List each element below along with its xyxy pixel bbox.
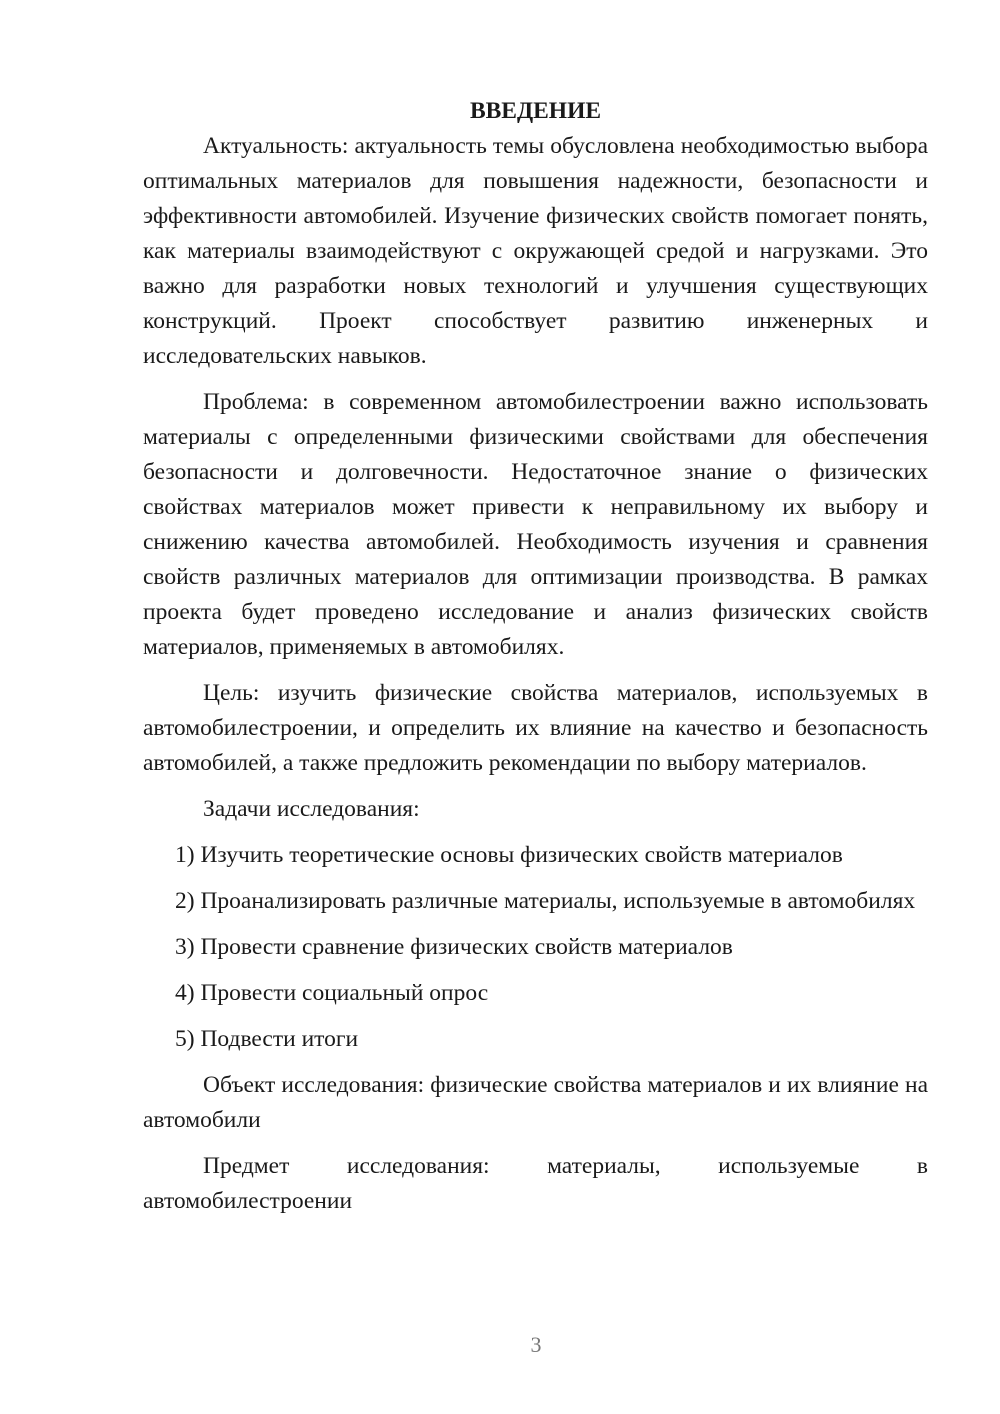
document-body (143, 94, 928, 1219)
tasks-title: Задачи исследования: (203, 796, 420, 822)
goal-paragraph: Цель: изучить физические свойства материалов, используемых в автомобилестроении, и определить их влияние на качество и безопасность автомобилей, а также предложить рекомендации по выбору материалов. (143, 680, 928, 776)
task-item-3: 3) Провести сравнение физических свойств материалов (175, 934, 733, 960)
problem-paragraph: Проблема: в современном автомобилестроении важно использовать материалы с определенными физическими свойствами для обеспечения безопасности и долговечности. Недостаточное знание о физических свойствах материалов может привести к неправильному их выбору и снижению качества автомобилей. Необходимость изучения и сравнения свойств различных материалов для оптимизации производства. В рамках проекта будет проведено исследование и анализ физических свойств материалов, применяемых в автомобилях. (143, 389, 928, 660)
task-item-2: 2) Проанализировать различные материалы, используемые в автомобилях (175, 888, 916, 914)
section-heading: ВВЕДЕНИЕ (469, 98, 602, 124)
task-item-1: 1) Изучить теоретические основы физических свойств материалов (175, 842, 843, 868)
object-paragraph: Объект исследования: физические свойства материалов и их влияние на автомобили (143, 1072, 928, 1133)
page-number: 3 (530, 1332, 542, 1357)
relevance-paragraph: Актуальность: актуальность темы обусловлена необходимостью выбора оптимальных материалов для повышения надежности, безопасности и эффективности автомобилей. Изучение физических свойств помогает понять, как материалы взаимодействуют с окружающей средой и нагрузками. Это важно для разработки новых технологий и улучшения существующих конструкций. Проект способствует развитию инженерных и исследовательских навыков. (143, 133, 928, 369)
task-item-4: 4) Провести социальный опрос (175, 980, 489, 1006)
task-item-5: 5) Подвести итоги (175, 1026, 359, 1052)
subject-paragraph: Предмет исследования: материалы, используемые в автомобилестроении (143, 1153, 928, 1214)
